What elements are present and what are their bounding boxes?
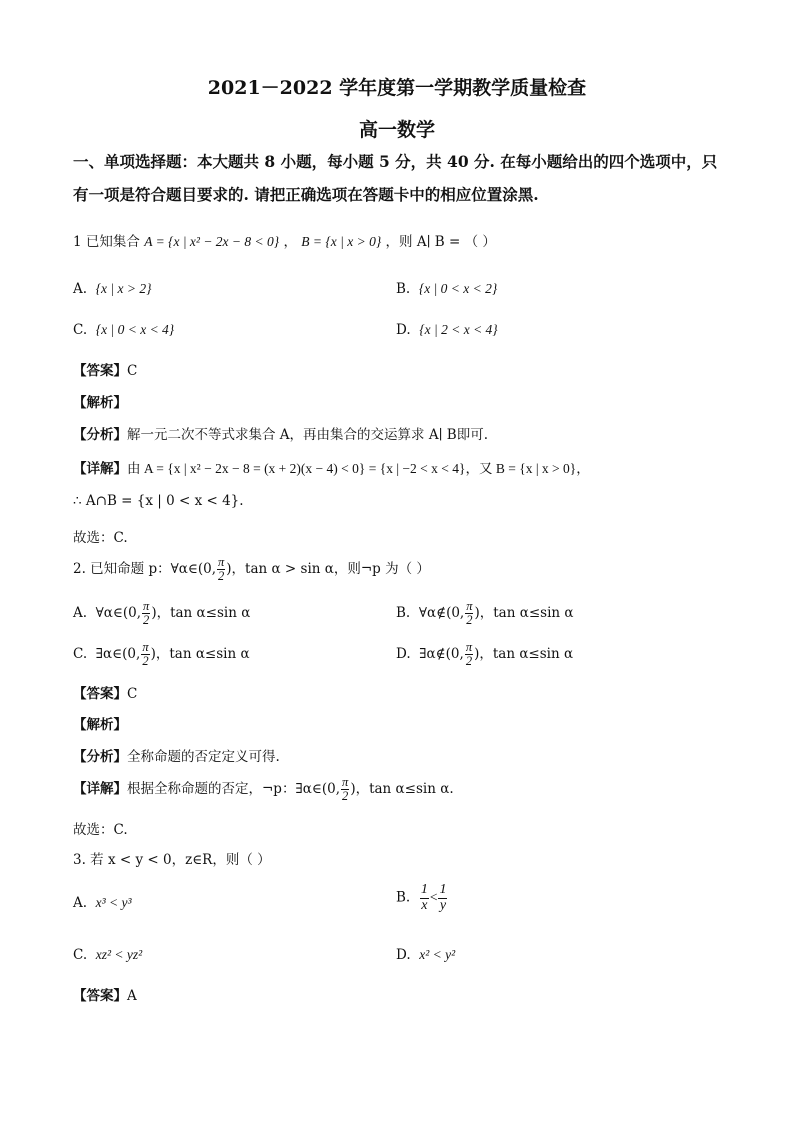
q2-option-d-fraction [465, 641, 473, 668]
q3-option-a-text: x³ < y³ [95, 895, 132, 910]
q3-option-d-label: D. [396, 947, 411, 963]
q1-option-a-label: A. [73, 281, 88, 297]
q2-tail: )，tan α > sin α，则¬p 为（ ） [226, 561, 430, 578]
q1-option-d [396, 322, 498, 338]
q1-choose: 故选：C. [73, 530, 128, 546]
q2-option-a-den: 2 [143, 613, 150, 628]
q2-option-c-pre: ∃α∈(0, [95, 646, 141, 663]
q2-option-c-fraction [141, 641, 149, 668]
q2-option-c-den: 2 [142, 654, 149, 669]
q1-xiangjie-text: 由 A = {x | x² − 2x − 8 = (x + 2)(x − 4) < 0} = {x | −2 < x < 4}，又 B = {x | x > 0}， [127, 461, 590, 476]
q3-option-b [396, 883, 448, 913]
q3-option-b-frac2 [438, 883, 447, 913]
q2-option-b-pre: ∀α∉(0, [418, 605, 465, 622]
q1-xiangjie-tag: 【详解】 [73, 461, 127, 477]
q1-answer-tag: 【答案】 [73, 363, 127, 379]
q2-frac-den: 2 [218, 569, 225, 584]
q2-answer-value: C [127, 686, 138, 702]
q2-option-a [73, 600, 250, 627]
q2-choose: 故选：C. [73, 822, 128, 838]
q1-option-b [396, 281, 497, 297]
q2-analysis-tag: 【解析】 [73, 717, 127, 733]
q3-answer-value: A [127, 988, 137, 1004]
section-heading-line1: 一、单项选择题：本大题共 8 小题，每小题 5 分，共 40 分. 在每小题给出的四个选项中，只 [73, 152, 718, 171]
q3-option-b-num2: 1 [439, 882, 447, 897]
q2-option-b-num: π [466, 599, 473, 613]
q2-fenxi [73, 745, 280, 765]
q1-answer [73, 359, 137, 379]
q3-stem: 3. 若 x < y < 0，z∈R，则（ ） [73, 852, 271, 868]
q3-option-b-num1: 1 [420, 882, 428, 897]
q2-xiangjie-pre: 根据全称命题的否定，¬p：∃α∈(0, [127, 781, 341, 798]
q2-fenxi-tag: 【分析】 [73, 749, 127, 765]
q2-option-d-label: D. [396, 646, 411, 663]
q3-option-b-lt: < [429, 889, 438, 905]
q2-option-c-num: π [142, 640, 149, 654]
q2-option-a-pre: ∀α∈(0, [95, 605, 142, 622]
q2-option-b-label: B. [396, 605, 411, 622]
q2-option-c-post: )，tan α≤sin α [150, 646, 250, 663]
q2-xiangjie-den: 2 [342, 789, 349, 804]
q3-option-a [73, 895, 132, 911]
q2-option-a-post: )，tan α≤sin α [151, 605, 251, 622]
q1-option-d-label: D. [396, 322, 411, 338]
q2-xiangjie-num: π [342, 775, 349, 789]
q1-set-a: A = {x | x² − 2x − 8 < 0} [144, 234, 280, 249]
q3-option-c-label: C. [73, 947, 88, 963]
q2-fraction [217, 556, 225, 583]
q1-fenxi-tag: 【分析】 [73, 427, 127, 443]
q2-option-b [396, 600, 574, 627]
q1-xiangjie [73, 457, 590, 477]
q1-therefore: ∴ A∩B = {x | 0 < x < 4}. [73, 493, 244, 509]
q1-option-b-label: B. [396, 281, 411, 297]
q1-set-b: B = {x | x > 0} [301, 234, 382, 249]
q3-option-c-text: xz² < yz² [95, 947, 143, 962]
q3-option-c [73, 947, 142, 963]
q1-answer-value: C [127, 363, 138, 379]
q1-tail: ，则 A∣ B = （ ） [385, 234, 496, 250]
q2-fenxi-text: 全称命题的否定定义可得. [127, 749, 280, 765]
q2-option-a-label: A. [73, 605, 88, 622]
q2-xiangjie-post: )，tan α≤sin α. [350, 781, 454, 798]
q3-option-d [396, 947, 455, 963]
q2-xiangjie-tag: 【详解】 [73, 781, 127, 798]
q2-answer-tag: 【答案】 [73, 686, 127, 702]
q2-option-a-num: π [143, 599, 150, 613]
page-subtitle: 高一数学 [358, 119, 435, 141]
section-heading-line2: 有一项是符合题目要求的. 请把正确选项在答题卡中的相应位置涂黑. [73, 185, 539, 204]
q1-option-c-label: C. [73, 322, 88, 338]
q2-option-d [396, 641, 573, 668]
q1-option-a-text: {x | x > 2} [95, 281, 152, 296]
q1-option-c-text: {x | 0 < x < 4} [95, 322, 175, 337]
q2-stem [73, 556, 430, 583]
q2-option-d-pre: ∃α∉(0, [419, 646, 464, 663]
q1-fenxi-text: 解一元二次不等式求集合 A，再由集合的交运算求 A∣ B即可. [127, 427, 489, 443]
q2-xiangjie [73, 776, 454, 803]
q3-option-d-text: x² < y² [419, 947, 456, 962]
q2-option-d-post: )，tan α≤sin α [474, 646, 574, 663]
q2-option-d-den: 2 [465, 654, 473, 669]
q2-option-b-fraction [465, 600, 473, 627]
q1-analysis-tag: 【解析】 [73, 395, 127, 411]
q2-frac-num: π [218, 555, 225, 569]
q1-stem [73, 230, 496, 250]
page-title: 2021－2022 学年度第一学期教学质量检查 [207, 77, 587, 99]
q1-option-c [73, 322, 174, 338]
q1-fenxi [73, 423, 488, 443]
q1-option-a [73, 281, 152, 297]
q2-option-a-fraction [142, 600, 150, 627]
q2-answer [73, 682, 137, 702]
q1-comma: ， [283, 234, 297, 250]
q1-option-b-text: {x | 0 < x < 2} [418, 281, 498, 296]
q3-option-b-frac1 [420, 883, 429, 913]
q2-xiangjie-fraction [341, 776, 349, 803]
q2-option-c [73, 641, 250, 668]
q3-answer-tag: 【答案】 [73, 988, 127, 1004]
q3-option-b-den1: x [421, 897, 428, 913]
q3-option-b-den2: y [439, 897, 447, 913]
q2-option-c-label: C. [73, 646, 88, 663]
q3-option-a-label: A. [73, 895, 88, 911]
q3-option-b-label: B. [396, 889, 411, 906]
q1-option-d-text: {x | 2 < x < 4} [419, 322, 498, 337]
q1-prefix: 1 已知集合 [73, 234, 140, 250]
q2-option-b-post: )，tan α≤sin α [474, 605, 574, 622]
q2-prefix: 2. 已知命题 p：∀α∈(0, [73, 561, 217, 578]
q2-option-d-num: π [465, 640, 473, 654]
q3-answer [73, 984, 137, 1004]
q2-option-b-den: 2 [466, 613, 473, 628]
